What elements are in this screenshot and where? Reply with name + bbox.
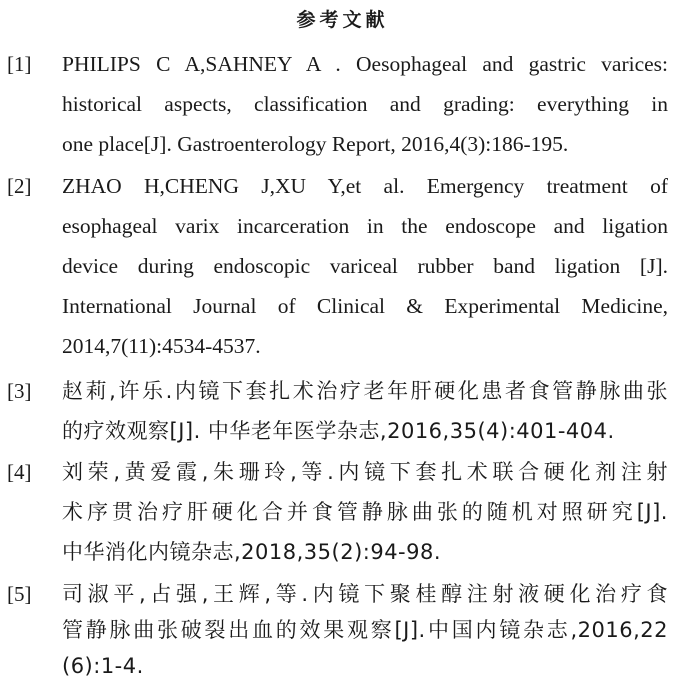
reference-number: [1] bbox=[7, 52, 32, 76]
reference-line: 司淑平,占强,王辉,等.内镜下聚桂醇注射液硬化治疗食 bbox=[62, 582, 668, 606]
reference-number: [4] bbox=[7, 460, 32, 484]
reference-line: 中华消化内镜杂志,2018,35(2):94-98. bbox=[62, 540, 442, 564]
reference-number: [5] bbox=[7, 582, 32, 606]
reference-line: 赵莉,许乐.内镜下套扎术治疗老年肝硬化患者食管静脉曲张 bbox=[62, 379, 668, 403]
reference-line: 的疗效观察[J]. 中华老年医学杂志,2016,35(4):401-404. bbox=[62, 419, 615, 443]
reference-line: (6):1-4. bbox=[62, 654, 144, 678]
reference-number: [3] bbox=[7, 379, 32, 403]
reference-line: 管静脉曲张破裂出血的效果观察[J].中国内镜杂志,2016,22 bbox=[62, 618, 668, 642]
reference-line: International Journal of Clinical & Experimental Medicine, bbox=[62, 294, 668, 318]
section-title: 参考文献 bbox=[296, 9, 389, 31]
reference-line: one place[J]. Gastroenterology Report, 2016,4(3):186-195. bbox=[62, 132, 569, 156]
reference-line: 2014,7(11):4534-4537. bbox=[62, 334, 261, 358]
reference-line: 刘荣,黄爱霞,朱珊玲,等.内镜下套扎术联合硬化剂注射 bbox=[62, 460, 668, 484]
reference-line: ZHAO H,CHENG J,XU Y,et al. Emergency treatment of bbox=[62, 174, 668, 198]
reference-line: 术序贯治疗肝硬化合并食管静脉曲张的随机对照研究[J]. bbox=[62, 500, 668, 524]
reference-line: esophageal varix incarceration in the endoscope and ligation bbox=[62, 214, 668, 238]
reference-number: [2] bbox=[7, 174, 32, 198]
reference-line: device during endoscopic variceal rubber band ligation [J]. bbox=[62, 254, 668, 278]
reference-line: historical aspects, classification and grading: everything in bbox=[62, 92, 668, 116]
reference-line: PHILIPS C A,SAHNEY A . Oesophageal and gastric varices: bbox=[62, 52, 668, 76]
